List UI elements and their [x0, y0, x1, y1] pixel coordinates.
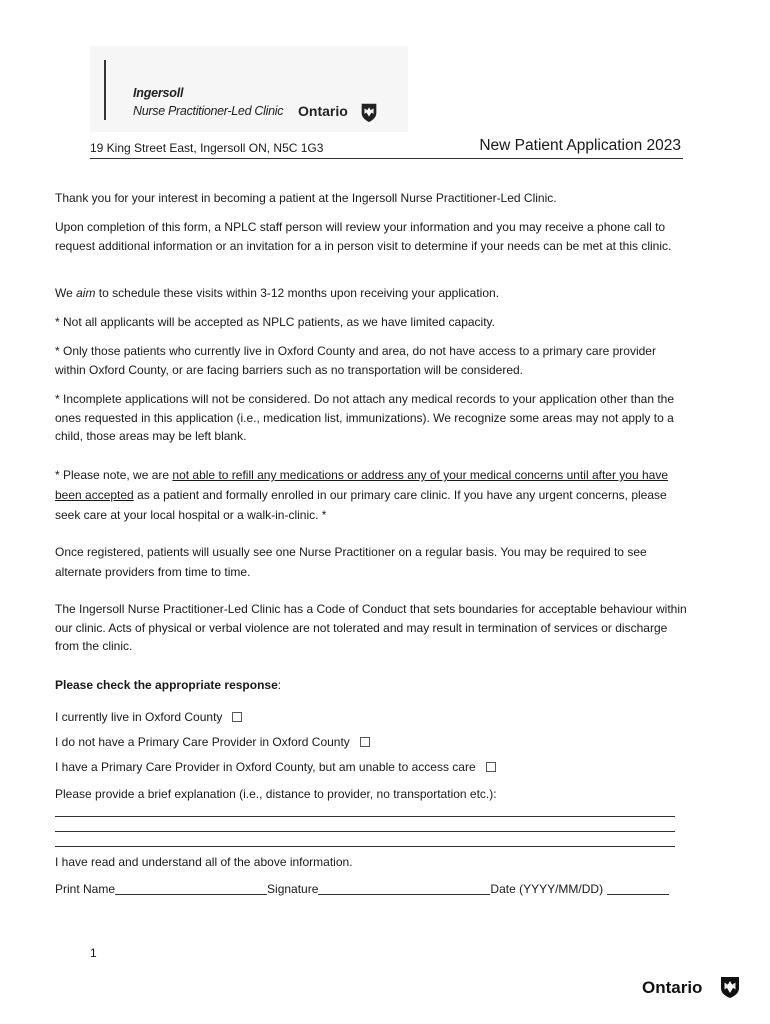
date-label: Date (YYYY/MM/DD): [490, 882, 604, 896]
explanation-line-3[interactable]: [55, 846, 675, 847]
schedule-paragraph: We aim to schedule these visits within 3-12 months upon receiving your application.: [55, 286, 500, 300]
date-field[interactable]: [607, 883, 669, 895]
refill-warning: not able to refill any medications or address any of your medical concerns until after you have been accepted: [55, 468, 669, 502]
option-label: I have a Primary Care Provider in Oxford County, but am unable to access care: [55, 760, 476, 774]
checkbox-cannot-access-care[interactable]: [486, 762, 496, 772]
signature-label: Signature: [267, 882, 319, 896]
clinic-address: 19 King Street East, Ingersoll ON, N5C 1G3: [90, 141, 324, 155]
option-lives-in-oxford[interactable]: [55, 710, 242, 724]
medication-note: * Please note, we are not able to refill any medications or address any of your medical concerns until after you have been accepted as a patient and formally enrolled in our primary care clinic. If you have any urgent concerns, please seek care at your local hospital or a walk-in-clinic. *: [55, 468, 669, 522]
aim-emphasis: aim: [76, 286, 96, 300]
page-number: 1: [90, 946, 97, 960]
clinic-logo: [90, 46, 408, 132]
trillium-icon: [358, 101, 380, 123]
explanation-line-2[interactable]: [55, 831, 675, 832]
explanation-prompt: Please provide a brief explanation (i.e., distance to provider, no transportation etc.):: [55, 787, 497, 801]
logo-clinic-name: Ingersoll: [133, 86, 184, 100]
print-name-field[interactable]: [115, 883, 267, 895]
option-label: I currently live in Oxford County: [55, 710, 223, 724]
signature-field[interactable]: [318, 883, 490, 895]
review-paragraph: Upon completion of this form, a NPLC staff person will review your information and you may receive a phone call to request additional information or an invitation for a in person visit to determine if your needs can be met at this clinic.: [55, 220, 672, 253]
explanation-line-1[interactable]: [55, 816, 675, 817]
checkbox-no-provider[interactable]: [360, 737, 370, 747]
form-heading: Please check the appropriate response:: [55, 678, 282, 692]
option-cannot-access-care[interactable]: [55, 760, 496, 774]
document-title: New Patient Application 2023: [479, 137, 681, 154]
logo-ontario-wordmark: Ontario: [298, 103, 348, 119]
logo-clinic-subtitle: Nurse Practitioner-Led Clinic: [133, 104, 284, 118]
incomplete-note: * Incomplete applications will not be considered. Do not attach any medical records to your application other than the ones requested in this application (i.e., medication list, immunizations). We recognize some areas may not apply to a child, those areas may be left blank.: [55, 392, 675, 443]
print-name-label: Print Name: [55, 882, 116, 896]
document-header: [90, 137, 683, 159]
option-label: I do not have a Primary Care Provider in Oxford County: [55, 735, 350, 749]
intro-paragraph: Thank you for your interest in becoming a patient at the Ingersoll Nurse Practitioner-Led Clinic.: [55, 191, 557, 205]
acknowledgement-statement: I have read and understand all of the above information.: [55, 855, 353, 869]
logo-divider: [104, 60, 106, 120]
registration-paragraph: Once registered, patients will usually see one Nurse Practitioner on a regular basis. You may be required to see alternate providers from time to time.: [55, 545, 647, 579]
capacity-note: * Not all applicants will be accepted as NPLC patients, as we have limited capacity.: [55, 315, 495, 329]
signature-row: [55, 882, 669, 896]
code-of-conduct-paragraph: The Ingersoll Nurse Practitioner-Led Clinic has a Code of Conduct that sets boundaries for acceptable behaviour within our clinic. Acts of physical or verbal violence are not tolerated and may result in termination of services or discharge from the clinic.: [55, 602, 687, 653]
trillium-icon: [718, 975, 742, 999]
option-no-provider[interactable]: [55, 735, 370, 749]
eligibility-note: * Only those patients who currently live in Oxford County and area, do not have access to a primary care provider within Oxford County, or are facing barriers such as no transportation will be considered.: [55, 344, 656, 377]
footer-ontario-wordmark: Ontario: [642, 978, 703, 997]
checkbox-lives-in-oxford[interactable]: [232, 712, 242, 722]
